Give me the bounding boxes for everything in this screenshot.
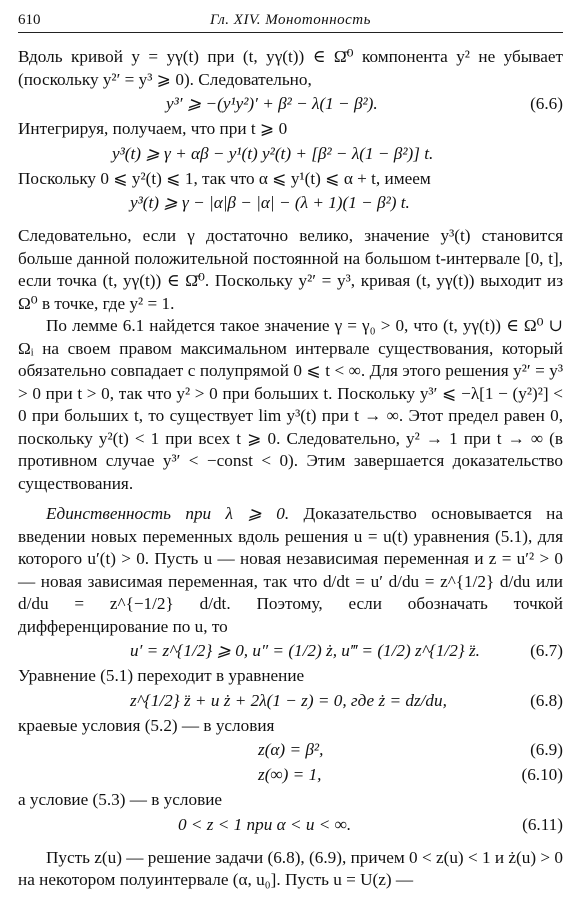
equation-6-11 xyxy=(18,814,563,837)
paragraph: Следовательно, если γ достаточно велико, значение y³(t) становится больше данной положительной постоянной на большом t-интервале [0, t], если точка (t, yγ(t)) ∈ Ω̄⁰. Поскольку y²′ = y³, кривая (t, yγ(t)) выходит из Ω⁰ в точке, где y² = 1. xyxy=(18,226,563,313)
equation-6-9 xyxy=(18,739,563,762)
equation-number: (6.8) xyxy=(530,690,563,710)
running-title: Гл. XIV. Монотонность xyxy=(210,12,371,28)
equation-number: (6.9) xyxy=(530,740,563,759)
equation-6-6 xyxy=(18,93,563,116)
equation-inequality xyxy=(18,192,563,215)
spacer xyxy=(18,217,563,225)
uniqueness-heading: Единственность при λ ⩾ 0. xyxy=(46,504,290,523)
spacer xyxy=(18,839,563,847)
equation-formula: y³(t) ⩾ γ + αβ − y¹(t) y²(t) + [β² − λ(1 − β²)] t. xyxy=(112,143,434,163)
paragraph: а условие (5.3) — в условие xyxy=(18,790,223,809)
running-header xyxy=(18,10,563,33)
paragraph: Поскольку 0 ⩽ y²(t) ⩽ 1, так что α ⩽ y¹(t) ⩽ α + t, имеем xyxy=(18,168,431,188)
paragraph: Вдоль кривой y = yγ(t) при (t, yγ(t)) ∈ Ω̄⁰ компонента y² не убывает (поскольку y²′ = y³ ⩾ 0). Следовательно, xyxy=(18,47,563,89)
equation-number: (6.10) xyxy=(521,765,563,784)
paragraph: Интегрируя, получаем, что при t ⩾ 0 xyxy=(18,119,288,138)
page-number: 610 xyxy=(18,12,41,28)
equation-formula: u′ = z^{1/2} ⩾ 0, u″ = (1/2) ż, u‴ = (1/2) z^{1/2} z̈. xyxy=(130,641,480,660)
equation-formula: 0 < z < 1 при α < u < ∞. xyxy=(178,814,352,834)
equation-number: (6.6) xyxy=(530,94,563,113)
paragraph: Пусть z(u) — решение задачи (6.8), (6.9), причем 0 < z(u) < 1 и ż(u) > 0 на некотором полуинтервале (α, u₀]. Пусть u = U(z) — xyxy=(18,847,563,889)
equation-number: (6.11) xyxy=(522,814,563,834)
paragraph: краевые условия (5.2) — в условия xyxy=(18,715,275,735)
equation-integral xyxy=(18,143,563,166)
paragraph-text: Доказательство основывается на введении новых переменных вдоль решения u = u(t) уравнения (5.1), для которого u′(t) > 0. Пусть u — новая независимая переменная и z = u′² > 0 — новая зависимая переменная, так что d/dt = u′ d/du = z^{1/2} d/du или d/du = z^{−1/2} d/dt. Поэтому, если обозначать точкой дифференцирование по u, то xyxy=(18,504,563,636)
page-body xyxy=(18,46,563,892)
equation-formula: y³(t) ⩾ γ − |α|β − |α| − (λ + 1)(1 − β²) t. xyxy=(130,193,410,212)
spacer xyxy=(18,495,563,503)
paragraph: По лемме 6.1 найдется такое значение γ = γ₀ > 0, что (t, yγ(t)) ∈ Ω⁰ ∪ Ωᵢ на своем правом максимальном интервале существования, который обязательно совпадает с полупрямой 0 ⩽ t < ∞. Для этого решения y²′ = y³ > 0 при t > 0, так что y² > 0 при больших t. Поскольку y³′ ⩽ −λ[1 − (y²)²] < 0 при больших t, то существует lim y³(t) при t → ∞. Этот предел равен 0, поскольку y²(t) < 1 при всех t ⩾ 0. Следовательно, y² → 1 при t → ∞ (в противном случае y³′ < −const < 0). Этим завершается доказательство существования. xyxy=(18,316,563,493)
equation-formula: z(α) = β², xyxy=(258,740,324,759)
equation-number: (6.7) xyxy=(530,641,563,660)
equation-6-10 xyxy=(18,764,563,787)
equation-6-7 xyxy=(18,640,563,663)
equation-6-8 xyxy=(18,690,563,713)
paragraph: Уравнение (5.1) переходит в уравнение xyxy=(18,666,305,685)
equation-formula: z(∞) = 1, xyxy=(258,765,322,784)
equation-formula: y³′ ⩾ −(y¹y²)′ + β² − λ(1 − β²). xyxy=(166,94,378,113)
equation-formula: z^{1/2} z̈ + u ż + 2λ(1 − z) = 0, где ż = dz/du, xyxy=(130,690,447,710)
paragraph xyxy=(18,503,563,638)
